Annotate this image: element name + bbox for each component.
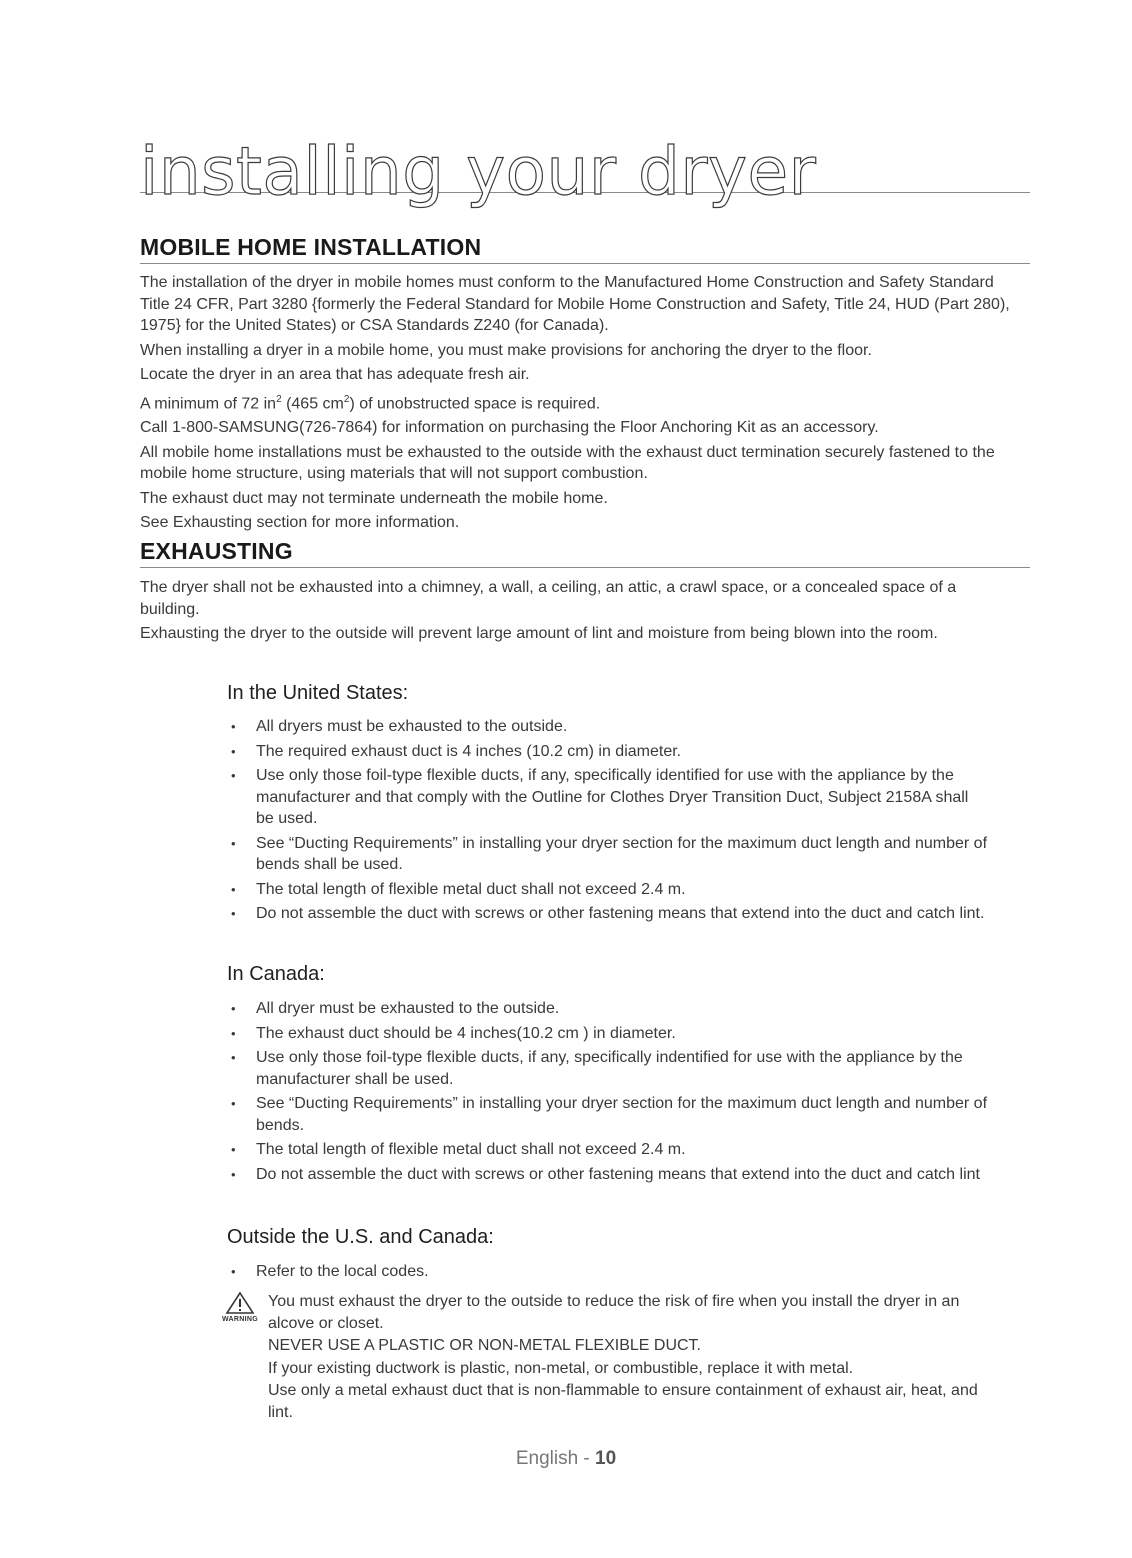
list-item: • See “Ducting Requirements” in installing your dryer section for the maximum duct length and number of bends. — [228, 1093, 988, 1136]
paragraph: The dryer shall not be exhausted into a chimney, a wall, a ceiling, an attic, a crawl space, or a concealed space of a building. — [140, 579, 957, 618]
footer-language: English - — [515, 1448, 596, 1469]
warning-line: Use only a metal exhaust duct that is non-flammable to ensure containment of exhaust air, heat, and lint. — [268, 1382, 978, 1421]
us-requirements-list — [228, 716, 988, 928]
canada-requirements-list — [228, 998, 988, 1188]
list-item: • All dryers must be exhausted to the outside. — [228, 716, 988, 738]
subheading-united-states: In the United States: — [227, 682, 409, 704]
warning-label: WARNING — [222, 1316, 258, 1323]
subheading-outside-us-canada: Outside the U.S. and Canada: — [227, 1226, 494, 1248]
paragraph: See Exhausting section for more information. — [140, 514, 460, 532]
list-item: • The total length of flexible metal duct shall not exceed 2.4 m. — [228, 1139, 988, 1161]
subheading-canada: In Canada: — [227, 963, 325, 985]
list-item: • Use only those foil-type flexible ducts, if any, specifically identified for use with the appliance by the manufacturer and that comply with the Outline for Clothes Dryer Transition Duct, Subject 2158A shall be used. — [228, 765, 988, 830]
list-item: • The exhaust duct should be 4 inches(10.2 cm ) in diameter. — [228, 1023, 988, 1045]
paragraph: All mobile home installations must be exhausted to the outside with the exhaust duct termination securely fastened to the mobile home structure, using materials that will not support combustion. — [140, 443, 995, 483]
page-number: 10 — [595, 1448, 617, 1469]
list-item: • The required exhaust duct is 4 inches (10.2 cm) in diameter. — [228, 741, 988, 763]
list-item: • Refer to the local codes. — [228, 1261, 988, 1283]
warning-line: If your existing ductwork is plastic, non-metal, or combustible, replace it with metal. — [268, 1359, 854, 1377]
paragraph: The exhaust duct may not terminate underneath the mobile home. — [140, 489, 608, 507]
paragraph-min-space: A minimum of 72 $in^2$ (465 $cm^2$) of unobstructed space is required. — [140, 393, 601, 412]
paragraph: Locate the dryer in an area that has adequate fresh air. — [140, 366, 530, 383]
paragraph: The installation of the dryer in mobile homes must conform to the Manufactured Home Construction and Safety Standard Title 24 CFR, Part 3280 {formerly the Federal Standard for Mobile Home Construction and Safety, Title 24, HUD (Part 280), 1975} for the United States) or CSA Standards Z240 (for Canada). — [140, 274, 1010, 334]
warning-line: You must exhaust the dryer to the outside to reduce the risk of fire when you install the dryer in an alcove or closet. — [268, 1293, 960, 1332]
paragraph: Call 1-800-SAMSUNG(726-7864) for information on purchasing the Floor Anchoring Kit as an accessory. — [140, 419, 879, 437]
warning-icon — [222, 1291, 258, 1323]
page-footer — [0, 1448, 1132, 1470]
page-title-bar — [140, 112, 1030, 210]
list-item: • See “Ducting Requirements” in installing your dryer section for the maximum duct length and number of bends shall be used. — [228, 833, 988, 876]
section-heading-mobile-home: MOBILE HOME INSTALLATION — [140, 234, 1030, 264]
section-heading-exhausting: EXHAUSTING — [140, 538, 1030, 568]
paragraph: Exhausting the dryer to the outside will prevent large amount of lint and moisture from being blown into the room. — [140, 625, 938, 642]
mobile-home-body — [140, 272, 1010, 537]
list-item: • Do not assemble the duct with screws or other fastening means that extend into the duct and catch lint. — [228, 903, 988, 925]
list-item: • Use only those foil-type flexible ducts, if any, specifically indentified for use with the appliance by the manufacturer shall be used. — [228, 1047, 988, 1090]
exhausting-body — [140, 577, 1010, 648]
warning-line: NEVER USE A PLASTIC OR NON-METAL FLEXIBLE DUCT. — [268, 1337, 701, 1354]
warning-text — [268, 1291, 998, 1424]
list-item: • Do not assemble the duct with screws or other fastening means that extend into the duct and catch lint — [228, 1164, 988, 1186]
page-title: installing your dryer — [140, 133, 817, 210]
list-item: • The total length of flexible metal duct shall not exceed 2.4 m. — [228, 879, 988, 901]
list-item: • All dryer must be exhausted to the outside. — [228, 998, 988, 1020]
outside-requirements-list — [228, 1261, 988, 1286]
paragraph: When installing a dryer in a mobile home, you must make provisions for anchoring the dryer to the floor. — [140, 341, 872, 359]
